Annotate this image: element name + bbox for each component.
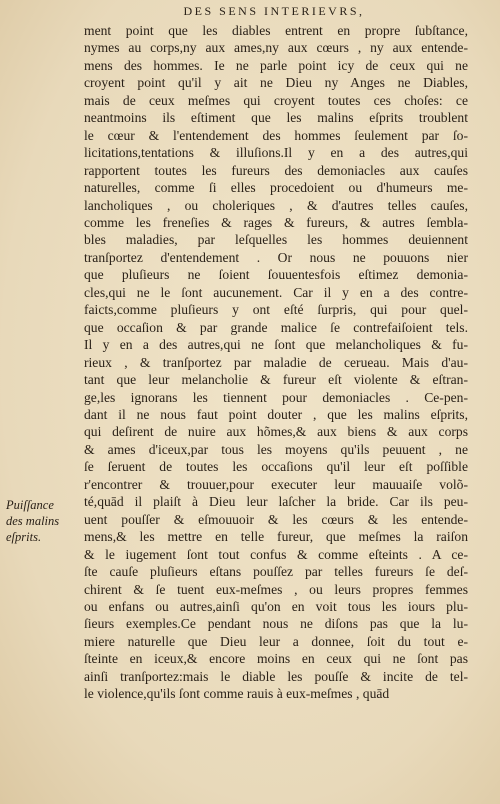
text-line: r'encontrer & trouuer,pour executer leur mauuaiſe volõ-	[84, 476, 468, 492]
text-line: mens des hommes. Ie ne parle point icy de ceux qui ne	[84, 57, 468, 73]
text-line: chirent & ſe tuent eux-meſmes , ou leurs propres femmes	[84, 581, 468, 597]
text-line: le cœur & l'entendement des hommes ſeulement par ſo-	[84, 127, 468, 143]
text-line: ainſi tranſportez:mais le diable les pouſſe & incite de tel-	[84, 668, 468, 684]
margin-note-line: des malins	[6, 514, 60, 528]
text-line: cles,qui ne le ſont aucunement. Car il y en a des contre-	[84, 284, 468, 300]
text-line: tranſportez d'entendement . Or nous ne pouuons nier	[84, 249, 468, 265]
text-line: ge,les ignorans les tiennent pour demoniacles . Ce-pen-	[84, 389, 468, 405]
text-line: dant il ne nous faut point douter , que les malins eſprits,	[84, 406, 468, 422]
text-line: qui deſirent de nuire aux hõmes,& aux biens & aux corps	[84, 424, 468, 440]
text-line: licitations,tentations & illuſions.Il y en a des autres,qui	[84, 145, 468, 161]
text-line: ſte cauſe pluſieurs eſtans pouſſez par telles fureurs ſe deſ-	[84, 564, 468, 580]
text-line: comme les freneſies & rages & fureurs, & autres ſembla-	[84, 214, 468, 230]
text-line: que pluſieurs ne ſoient ſouuentesfois eſtimez demonia-	[84, 267, 468, 283]
running-header: DES SENS INTERIEVRS,	[183, 4, 365, 18]
text-line: uent pouſſer & eſmouuoir & les cœurs & les entende-	[84, 511, 468, 527]
text-line: nymes au corps,ny aux ames,ny aux cœurs , ny aux entende-	[84, 40, 468, 56]
body-text	[84, 22, 468, 703]
text-line: & ames d'iceux,par tous les moyens qu'ils peuuent , ne	[84, 441, 468, 457]
margin-note-line: Puiſſance	[6, 498, 54, 512]
text-line: miere naturelle que Dieu leur a donnee, ſoit du tout e-	[84, 633, 468, 649]
text-line: rapportent toutes les fureurs des demoniacles aux cauſes	[84, 162, 468, 178]
text-line: rieux , & tranſportez par maladie de cerueau. Mais d'au-	[84, 354, 468, 370]
text-line: ſteinte en iceux,& encore moins en ceux qui ne ſont pas	[84, 651, 468, 667]
text-line: & le iugement ſont tout confus & comme eſteints . A ce-	[84, 546, 468, 562]
margin-note-line: eſprits.	[6, 530, 42, 544]
text-line: neantmoins ils eſtiment que les malins eſprits troublent	[84, 110, 468, 126]
text-line: ſe ſeruent de toutes les occaſions qu'il leur eſt poſſible	[84, 459, 468, 475]
text-line: naturelles, comme ſi elles procedoient ou d'humeurs me-	[84, 180, 468, 196]
text-line: que occaſion & par grande malice ſe contrefaiſoient tels.	[84, 319, 468, 335]
text-line: mens,& les mettre en telle fureur, que meſmes la raiſon	[84, 529, 468, 545]
text-line: tant que leur melancholie & fureur eſt violente & eſtran-	[84, 372, 468, 388]
text-line: bles maladies, par leſquelles les hommes deuiennent	[84, 232, 468, 248]
text-line: ment point que les diables entrent en propre ſubſtance,	[84, 23, 468, 38]
margin-note	[6, 497, 78, 545]
text-line: mais de ceux meſmes qui croyent toutes ces choſes: ce	[84, 92, 468, 108]
text-line: ſieurs exemples.Ce pendant nous ne diſons pas que la lu-	[84, 616, 468, 632]
text-line: faicts,comme pluſieurs y ont eſté ſurpris, qui pour quel-	[84, 302, 468, 318]
text-line: lancholiques , ou choleriques , & d'autres telles cauſes,	[84, 197, 468, 213]
text-line: ou enfans ou autres,ainſi qu'on en voit tous les iours plu-	[84, 598, 468, 614]
text-line: croyent point qu'il y ait ne Dieu ny Anges ne Diables,	[84, 75, 468, 91]
text-line: Il y en a des autres,qui ne ſont que melancholiques & fu-	[84, 337, 468, 353]
text-line: le violence,qu'ils ſont comme rauis à eux-meſmes , quād	[84, 686, 390, 702]
text-line: té,quād il plaiſt à Dieu leur laſcher la bride. Car ils peu-	[84, 494, 468, 510]
